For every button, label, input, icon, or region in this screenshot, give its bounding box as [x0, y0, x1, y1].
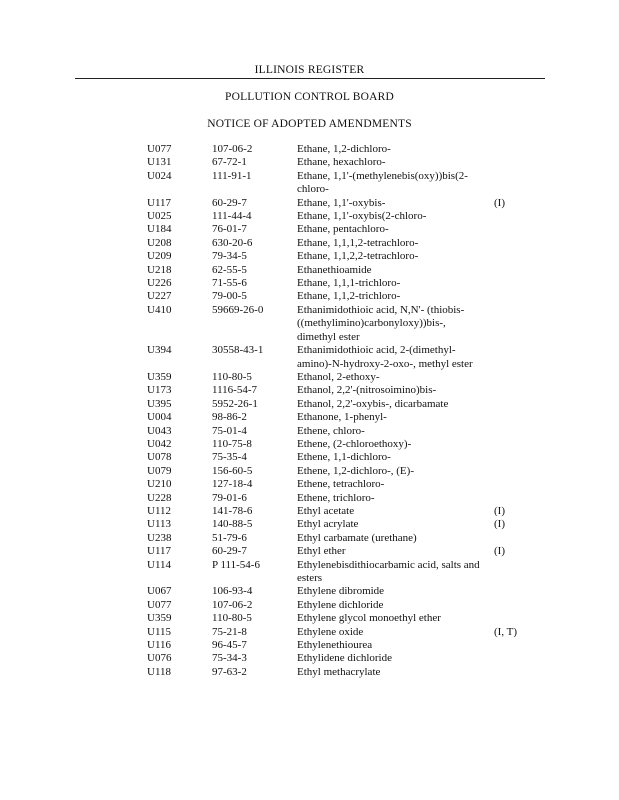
substance-name: Ethane, 1,1,1-trichloro- [297, 277, 401, 290]
waste-code: U067 [147, 585, 172, 598]
table-row [0, 371, 619, 384]
table-row [0, 197, 619, 210]
table-row [0, 277, 619, 290]
waste-code: U079 [147, 464, 172, 477]
waste-code: U043 [147, 424, 172, 437]
table-row [0, 237, 619, 250]
cas-number: 75-01-4 [212, 424, 247, 437]
waste-code: U238 [147, 531, 172, 544]
table-row [0, 223, 619, 236]
table-row [0, 250, 619, 263]
table-row [0, 344, 619, 371]
cas-number: 141-78-6 [212, 504, 253, 517]
hazard-code: (I) [494, 518, 505, 531]
cas-number: 75-35-4 [212, 451, 247, 464]
substance-name: Ethylidene dichloride [297, 652, 392, 665]
cas-number: 96-45-7 [212, 639, 247, 652]
header-rule [75, 78, 545, 79]
waste-code: U118 [147, 665, 172, 678]
cas-number: 76-01-7 [212, 223, 247, 236]
table-row [0, 465, 619, 478]
table-row [0, 559, 619, 586]
waste-code: U117 [147, 196, 172, 209]
cas-number: 107-06-2 [212, 598, 253, 611]
table-row [0, 505, 619, 518]
cas-number: 97-63-2 [212, 665, 247, 678]
waste-code: U024 [147, 169, 172, 182]
cas-number: 111-91-1 [212, 169, 252, 182]
table-row [0, 425, 619, 438]
cas-number: 156-60-5 [212, 464, 253, 477]
waste-code: U113 [147, 518, 172, 531]
substance-name: Ethanol, 2,2'-(nitrosoimino)bis- [297, 384, 437, 397]
cas-number: P 111-54-6 [212, 558, 260, 571]
waste-code: U394 [147, 344, 172, 357]
waste-code: U117 [147, 545, 172, 558]
cas-number: 110-80-5 [212, 612, 252, 625]
waste-code: U410 [147, 303, 172, 316]
waste-code: U025 [147, 210, 172, 223]
waste-code: U115 [147, 625, 172, 638]
substance-name: Ethane, 1,1'-(methylenebis(oxy))bis(2-chloro- [297, 169, 468, 196]
table-row [0, 666, 619, 679]
substance-name: Ethylene glycol monoethyl ether [297, 612, 441, 625]
table-row [0, 411, 619, 424]
substance-name: Ethane, 1,1'-oxybis(2-chloro- [297, 210, 427, 223]
cas-number: 60-29-7 [212, 196, 247, 209]
substance-name: Ethyl acetate [297, 504, 355, 517]
waste-code: U114 [147, 558, 172, 571]
substance-name: Ethyl carbamate (urethane) [297, 531, 417, 544]
waste-code: U112 [147, 504, 172, 517]
waste-code: U131 [147, 156, 172, 169]
substance-name: Ethyl ether [297, 545, 346, 558]
substance-name: Ethanimidothioic acid, N,N'- (thiobis-((methylimino)carbonyloxy))bis-, dimethyl ester [297, 303, 465, 343]
cas-number: 110-75-8 [212, 437, 252, 450]
hazard-code: (I, T) [494, 625, 518, 638]
cas-number: 79-34-5 [212, 250, 247, 263]
cas-number: 75-34-3 [212, 652, 247, 665]
substance-name: Ethyl acrylate [297, 518, 359, 531]
waste-code: U218 [147, 263, 172, 276]
substance-name: Ethylenebisdithiocarbamic acid, salts and esters [297, 558, 480, 584]
cas-number: 62-55-5 [212, 263, 247, 276]
cas-number: 127-18-4 [212, 478, 253, 491]
substance-name: Ethyl methacrylate [297, 665, 381, 678]
table-row [0, 585, 619, 598]
cas-number: 110-80-5 [212, 370, 252, 383]
table-row [0, 545, 619, 558]
waste-code: U227 [147, 290, 172, 303]
substance-name: Ethanone, 1-phenyl- [297, 411, 387, 424]
substance-name: Ethene, chloro- [297, 424, 365, 437]
substance-name: Ethylene dibromide [297, 585, 385, 598]
table-row [0, 626, 619, 639]
substance-name: Ethanol, 2,2'-oxybis-, dicarbamate [297, 397, 449, 410]
substance-name: Ethene, (2-chloroethoxy)- [297, 437, 412, 450]
hazard-code: (I) [494, 196, 505, 209]
table-row [0, 599, 619, 612]
table-row [0, 438, 619, 451]
substance-name: Ethylene dichloride [297, 598, 384, 611]
substance-name: Ethene, tetrachloro- [297, 478, 385, 491]
waste-code: U077 [147, 143, 172, 155]
table-row [0, 518, 619, 531]
table-row [0, 170, 619, 197]
substance-name: Ethene, 1,2-dichloro-, (E)- [297, 464, 414, 477]
substance-name: Ethylenethiourea [297, 639, 373, 652]
waste-code: U004 [147, 411, 172, 424]
substance-name: Ethane, 1,1'-oxybis- [297, 196, 386, 209]
table-row [0, 210, 619, 223]
substance-name: Ethane, 1,1,2,2-tetrachloro- [297, 250, 419, 263]
substance-name: Ethene, trichloro- [297, 491, 375, 504]
hazard-code: (I) [494, 504, 505, 517]
table-row [0, 264, 619, 277]
cas-number: 5952-26-1 [212, 397, 258, 410]
table-row [0, 532, 619, 545]
substance-name: Ethane, hexachloro- [297, 156, 386, 169]
substance-name: Ethanimidothioic acid, 2-(dimethyl-amino)-N-hydroxy-2-oxo-, methyl ester [297, 344, 473, 370]
hazard-code: (I) [494, 545, 505, 558]
waste-code-table [0, 143, 619, 679]
table-row [0, 143, 619, 156]
waste-code: U226 [147, 277, 172, 290]
table-row [0, 384, 619, 397]
board-title: POLLUTION CONTROL BOARD [224, 91, 394, 103]
table-row [0, 492, 619, 505]
waste-code: U173 [147, 384, 172, 397]
waste-code: U208 [147, 236, 172, 249]
table-row [0, 478, 619, 491]
cas-number: 67-72-1 [212, 156, 247, 169]
table-row [0, 612, 619, 625]
cas-number: 79-00-5 [212, 290, 247, 303]
waste-code: U042 [147, 437, 172, 450]
cas-number: 140-88-5 [212, 518, 253, 531]
waste-code: U209 [147, 250, 172, 263]
waste-code: U116 [147, 639, 172, 652]
cas-number: 1116-54-7 [212, 384, 258, 397]
cas-number: 60-29-7 [212, 545, 247, 558]
substance-name: Ethanethioamide [297, 263, 372, 276]
cas-number: 79-01-6 [212, 491, 247, 504]
substance-name: Ethane, pentachloro- [297, 223, 389, 236]
cas-number: 71-55-6 [212, 277, 247, 290]
table-row [0, 304, 619, 344]
cas-number: 107-06-2 [212, 143, 253, 155]
cas-number: 75-21-8 [212, 625, 247, 638]
table-row [0, 451, 619, 464]
cas-number: 98-86-2 [212, 411, 247, 424]
substance-name: Ethane, 1,1,1,2-tetrachloro- [297, 236, 419, 249]
cas-number: 51-79-6 [212, 531, 247, 544]
waste-code: U359 [147, 612, 172, 625]
substance-name: Ethane, 1,2-dichloro- [297, 143, 391, 155]
table-row [0, 290, 619, 303]
substance-name: Ethene, 1,1-dichloro- [297, 451, 391, 464]
substance-name: Ethylene oxide [297, 625, 364, 638]
cas-number: 30558-43-1 [212, 344, 264, 357]
register-title: ILLINOIS REGISTER [254, 64, 365, 76]
substance-name: Ethanol, 2-ethoxy- [297, 370, 380, 383]
waste-code: U210 [147, 478, 172, 491]
notice-title: NOTICE OF ADOPTED AMENDMENTS [207, 118, 412, 130]
waste-code: U077 [147, 598, 172, 611]
waste-code: U359 [147, 370, 172, 383]
table-row [0, 156, 619, 169]
substance-name: Ethane, 1,1,2-trichloro- [297, 290, 401, 303]
waste-code: U076 [147, 652, 172, 665]
waste-code: U078 [147, 451, 172, 464]
table-row [0, 639, 619, 652]
cas-number: 106-93-4 [212, 585, 253, 598]
waste-code: U395 [147, 397, 172, 410]
table-row [0, 398, 619, 411]
waste-code: U184 [147, 223, 172, 236]
cas-number: 630-20-6 [212, 236, 253, 249]
cas-number: 59669-26-0 [212, 303, 264, 316]
cas-number: 111-44-4 [212, 210, 252, 223]
table-row [0, 652, 619, 665]
waste-code: U228 [147, 491, 172, 504]
